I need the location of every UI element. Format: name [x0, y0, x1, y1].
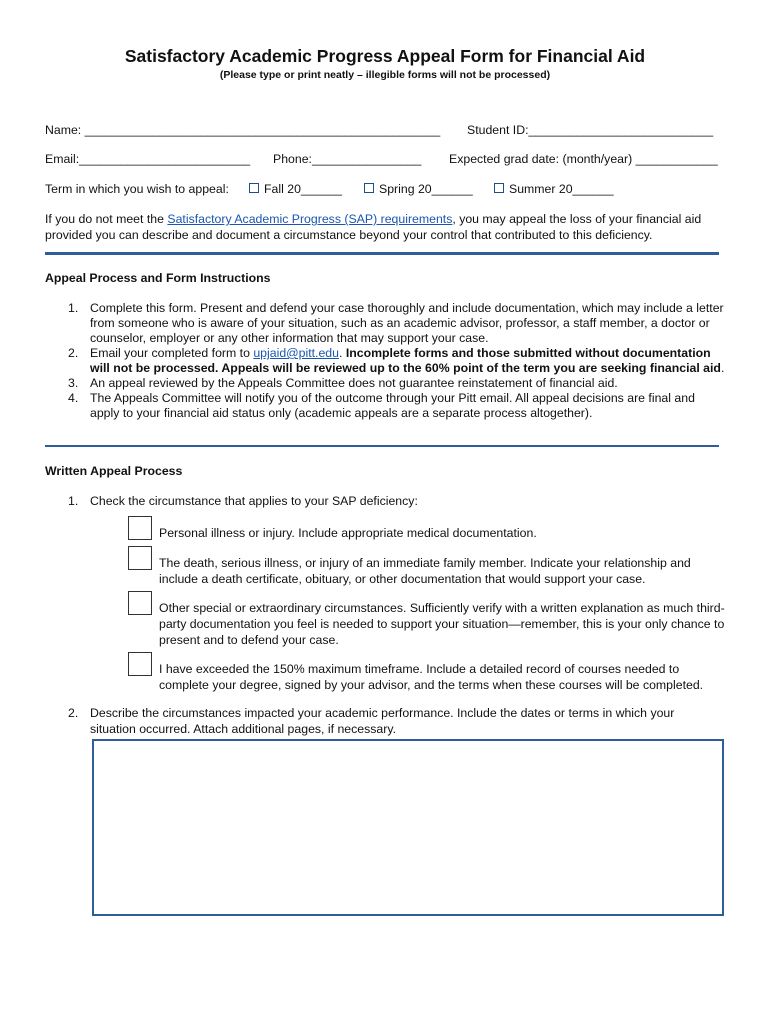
- max-timeframe-option-label: I have exceeded the 150% maximum timeframe. Include a detailed record of courses needed to complete your degree, signed by your advisor, and the terms when these courses will be completed.: [159, 662, 704, 692]
- spring-checkbox[interactable]: [364, 183, 374, 193]
- page-title: Satisfactory Academic Progress Appeal Form for Financial Aid: [124, 46, 646, 66]
- list-item: 1. Complete this form. Present and defend your case thoroughly and include documentation, which may include a letter from someone who is aware of your situation, such as an academic advisor, professor, a staff member, a doctor or counselor, employer or any other information that may support your case.: [68, 301, 724, 345]
- list-item: 2. Email your completed form to upjaid@pitt.edu. Incomplete forms and those submitted without documentation will not be processed. Appeals will be reviewed up to the 60% point of the term you are seeking financial aid.: [68, 346, 725, 375]
- illness-checkbox[interactable]: [128, 516, 152, 540]
- appeal-process-heading: Appeal Process and Form Instructions: [45, 271, 271, 285]
- processing-warning: Incomplete forms and those submitted without documentation will not be processed. Appeals will be reviewed up to the 60% point of the term you are seeking financial aid: [90, 346, 721, 375]
- intro-paragraph: [45, 212, 735, 243]
- family-option-label: The death, serious illness, or injury of an immediate family member. Indicate your relationship and include a death certificate, obituary, or other documentation that would support your case.: [159, 556, 691, 586]
- intro-text-start: If you do not meet the: [45, 212, 168, 226]
- family-checkbox[interactable]: [128, 546, 152, 570]
- list-item: 4. The Appeals Committee will notify you of the outcome through your Pitt email. All appeal decisions are final and apply to your financial aid status only (academic appeals are a separate process altogether).: [68, 391, 695, 420]
- email-field[interactable]: Email:_________________________: [45, 152, 251, 166]
- appeal-process-list: [45, 301, 725, 421]
- email-link[interactable]: upjaid@pitt.edu: [253, 346, 339, 360]
- list-item-text: The Appeals Committee will notify you of the outcome through your Pitt email. All appeal decisions are final and apply to your financial aid status only (academic appeals are a separate process altogether).: [90, 391, 695, 420]
- phone-field[interactable]: Phone:________________: [273, 152, 422, 166]
- term-label: Term in which you wish to appeal:: [45, 182, 229, 196]
- other-circumstance-checkbox[interactable]: [128, 591, 152, 615]
- question-2-number: 2.: [68, 706, 79, 720]
- max-timeframe-checkbox[interactable]: [128, 652, 152, 676]
- question-1-number: 1.: [68, 494, 79, 508]
- circumstances-textarea[interactable]: [92, 739, 724, 916]
- section-divider: [45, 252, 719, 255]
- question-2-text: Describe the circumstances impacted your academic performance. Include the dates or terms in which your situation occurred. Attach additional pages, if necessary.: [90, 706, 675, 736]
- summer-checkbox[interactable]: [494, 183, 504, 193]
- intro-text-end: , you may appeal the loss of your financial aid provided you can describe and document a circumstance beyond your control that contributed to this deficiency.: [45, 212, 702, 242]
- grad-date-field[interactable]: Expected grad date: (month/year) ____________: [449, 152, 718, 166]
- list-item-text: An appeal reviewed by the Appeals Committee does not guarantee reinstatement of financial aid.: [90, 376, 618, 390]
- section-divider: [45, 445, 719, 447]
- other-option-label: Other special or extraordinary circumstances. Sufficiently verify with a written explanation as much third-party documentation you feel is needed to support your situation—remember, this is your only chance to present and to defend your case.: [159, 601, 725, 647]
- fall-checkbox[interactable]: [249, 183, 259, 193]
- illness-option-label: Personal illness or injury. Include appropriate medical documentation.: [159, 526, 537, 540]
- written-appeal-heading: Written Appeal Process: [45, 464, 183, 478]
- term-option-fall[interactable]: [249, 182, 342, 196]
- student-id-field[interactable]: Student ID:___________________________: [467, 123, 714, 137]
- sap-requirements-link[interactable]: Satisfactory Academic Progress (SAP) requirements: [167, 212, 453, 226]
- list-item: 3. An appeal reviewed by the Appeals Committee does not guarantee reinstatement of financial aid.: [68, 376, 618, 390]
- fall-label: Fall 20______: [264, 182, 342, 196]
- term-option-summer[interactable]: [494, 182, 614, 196]
- summer-label: Summer 20______: [509, 182, 614, 196]
- question-1-text: Check the circumstance that applies to your SAP deficiency:: [90, 494, 418, 508]
- spring-label: Spring 20______: [379, 182, 473, 196]
- term-option-spring[interactable]: [364, 182, 473, 196]
- page-subtitle: (Please type or print neatly – illegible forms will not be processed): [219, 69, 551, 81]
- list-item-text: Complete this form. Present and defend your case thoroughly and include documentation, which may include a letter from someone who is aware of your situation, such as an academic advisor, professor, a staff member, a doctor or counselor, employer or any other information that may support your case.: [90, 301, 724, 345]
- name-field[interactable]: Name: ____________________________________________________: [45, 123, 441, 137]
